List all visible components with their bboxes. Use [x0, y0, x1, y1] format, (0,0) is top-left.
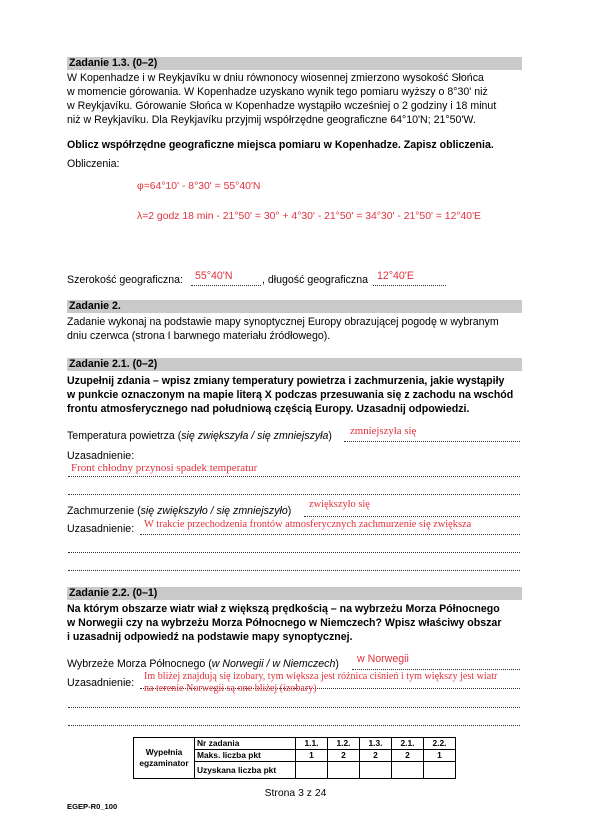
exam-code: EGEP-R0_100	[67, 802, 118, 811]
task-2-header: Zadanie 2.	[67, 300, 522, 313]
max-points-cell: 2	[360, 750, 392, 762]
text-line: W Kopenhadze i w Reykjavíku w dniu równonocy wiosennej zmierzono wysokość Słońca	[67, 72, 484, 84]
page-number: Strona 3 z 24	[264, 788, 327, 799]
temperature-justification-label: Uzasadnienie:	[67, 450, 135, 462]
answer-line	[140, 534, 520, 535]
task-1-3-instruction: Oblicz współrzędne geograficzne miejsca pomiaru w Kopenhadze. Zapisz obliczenia.	[67, 139, 494, 151]
coast-answer-line	[352, 669, 520, 670]
obtained-points-cell[interactable]	[392, 762, 424, 779]
max-points-label: Maks. liczba pkt	[195, 750, 296, 762]
text-line: niż w Reykjavíku. Dla Reykjavíku przyjmij współrzędne geograficzne 64°10'N; 21°50'W.	[67, 114, 476, 126]
max-points-cell: 2	[328, 750, 360, 762]
calc-line-longitude: λ=2 godz 18 min - 21°50' = 30° + 4°30' - 21°50' = 34°30' - 21°50' = 12°40'E	[137, 211, 481, 222]
obtained-points-cell[interactable]	[424, 762, 456, 779]
task-number-cell: 2.2.	[424, 738, 456, 750]
answer-line	[68, 476, 520, 477]
task-2-1-header: Zadanie 2.1. (0–2)	[67, 358, 522, 371]
latitude-label: Szerokość geograficzna:	[67, 274, 184, 286]
task-2-1-instruction	[67, 374, 522, 416]
answer-line	[68, 570, 520, 571]
text-line: dniu czerwca (strona I barwnego materiału źródłowego).	[67, 330, 331, 342]
latitude-answer-line	[191, 285, 261, 286]
task-number-cell: 1.2.	[328, 738, 360, 750]
max-points-cell: 2	[392, 750, 424, 762]
cloudiness-justification: W trakcie przechodzenia frontów atmosferycznych zachmurzenie się zwiększa	[144, 519, 472, 530]
cloudiness-justification-label: Uzasadnienie:	[67, 523, 135, 535]
max-points-cell: 1	[424, 750, 456, 762]
temperature-justification: Front chłodny przynosi spadek temperatur	[71, 462, 258, 474]
task-2-2-header: Zadanie 2.2. (0–1)	[67, 587, 522, 600]
label-part: )	[335, 658, 339, 670]
cloudiness-label	[67, 505, 291, 517]
label-options: się zwiększyła / się zmniejszyła	[181, 430, 329, 442]
task-2-2-instruction	[67, 602, 522, 644]
text-line: w momencie górowania. W Kopenhadze uzyskano wynik tego pomiaru wyższy o 8°30' niż	[67, 86, 488, 98]
task-1-3-header: Zadanie 1.3. (0–2)	[67, 57, 522, 70]
task-number-label: Nr zadania	[195, 738, 296, 750]
label-options: w Norwegii / w Niemczech	[211, 658, 336, 670]
coast-label	[67, 658, 339, 670]
answer-line	[68, 552, 520, 553]
answer-line	[68, 494, 520, 495]
obtained-points-cell[interactable]	[328, 762, 360, 779]
temperature-answer: zmniejszyła się	[350, 425, 417, 437]
longitude-label: , długość geograficzna	[262, 274, 369, 286]
longitude-answer-line	[373, 285, 446, 286]
label-part: )	[287, 505, 292, 517]
coast-justification-line1: Im bliżej znajdują się izobary, tym większa jest różnica ciśnień i tym większy jest wiatr	[144, 671, 498, 682]
obtained-points-cell[interactable]	[296, 762, 328, 779]
text-line: Na którym obszarze wiatr wiał z większą prędkością – na wybrzeżu Morza Północnego	[67, 603, 500, 615]
task-number-cell: 2.1.	[392, 738, 424, 750]
temperature-answer-line	[344, 441, 520, 442]
label-part: )	[328, 430, 332, 442]
temperature-label	[67, 430, 332, 442]
coast-justification-line2: na terenie Norwegii są one bliżej (izobary)	[144, 683, 317, 694]
text-line: Zadanie wykonaj na podstawie mapy synoptycznej Europy obrazującej pogodę w wybranym	[67, 316, 499, 328]
text-line: i uzasadnij odpowiedź na podstawie mapy synoptycznej.	[67, 631, 353, 643]
label-options: się zwiększyło / się zmniejszyło	[140, 505, 288, 517]
text-line: Uzupełnij zdania – wpisz zmiany temperatury powietrza i zachmurzenia, jakie wystąpiły	[67, 375, 505, 387]
answer-line	[68, 725, 520, 726]
text-line: frontu atmosferycznego nad południową częścią Europy. Uzasadnij odpowiedzi.	[67, 403, 470, 415]
coast-answer: w Norwegii	[357, 653, 409, 665]
score-table	[133, 737, 456, 779]
answer-line	[68, 707, 520, 708]
text-line: w Reykjavíku. Górowanie Słońca w Kopenhadze wystąpiło wcześniej o 2 godziny i 18 minut	[67, 100, 497, 112]
cloudiness-answer-line	[304, 516, 520, 517]
cloudiness-answer: zwiększyło się	[309, 499, 370, 510]
task-2-text	[67, 315, 522, 343]
label-part: Wybrzeże Morza Północnego (	[67, 658, 212, 670]
calc-label: Obliczenia:	[67, 158, 120, 170]
examiner-label-line: egzaminator	[139, 758, 189, 768]
latitude-answer: 55°40'N	[195, 270, 233, 282]
examiner-label-line: Wypełnia	[145, 747, 183, 757]
task-1-3-text	[67, 71, 522, 127]
coast-justification-label: Uzasadnienie:	[67, 677, 135, 689]
label-part: Zachmurzenie (	[67, 505, 141, 517]
examiner-label	[134, 738, 195, 779]
obtained-points-label: Uzyskana liczba pkt	[195, 762, 296, 779]
text-line: w Norwegii czy na wybrzeżu Morza Północnego w Niemczech? Wpisz właściwy obszar	[67, 617, 502, 629]
label-part: Temperatura powietrza (	[67, 430, 182, 442]
longitude-answer: 12°40'E	[377, 270, 414, 282]
text-line: w punkcie oznaczonym na mapie literą X podczas przesuwania się z zachodu na wschód	[67, 389, 514, 401]
task-number-cell: 1.1.	[296, 738, 328, 750]
calc-line-latitude: φ=64°10' - 8°30' = 55°40'N	[137, 181, 261, 192]
max-points-cell: 1	[296, 750, 328, 762]
obtained-points-cell[interactable]	[360, 762, 392, 779]
task-number-cell: 1.3.	[360, 738, 392, 750]
